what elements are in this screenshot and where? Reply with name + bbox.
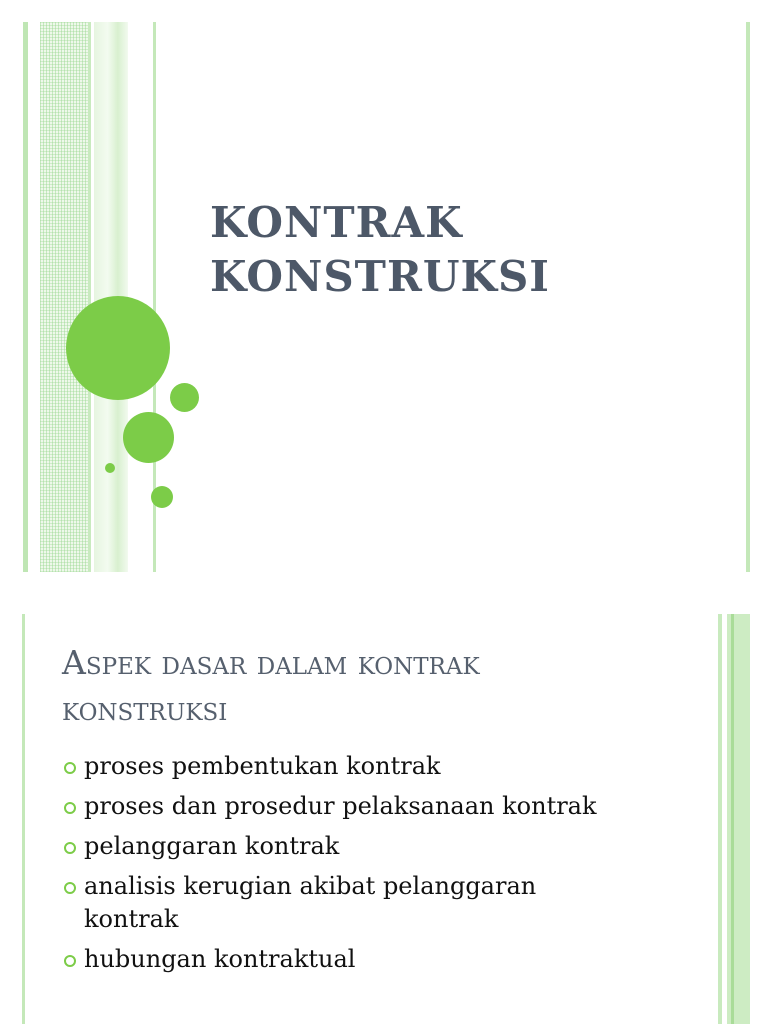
decorative-circle [105, 463, 115, 473]
list-item [62, 790, 644, 823]
decorative-stripe [718, 614, 722, 1024]
list-item [62, 750, 644, 783]
heading-line: Aspek dasar dalam kontrak [62, 643, 480, 682]
title-line: KONSTRUKSI [210, 252, 550, 301]
decorative-circle [170, 383, 199, 412]
decorative-stripe [88, 22, 91, 572]
bullet-circle-icon [64, 762, 76, 774]
bullet-text: pelanggaran kontrak [84, 832, 340, 860]
list-item [62, 943, 644, 976]
decorative-circle [151, 486, 173, 508]
bullet-circle-icon [64, 802, 76, 814]
decorative-stripe [23, 22, 28, 572]
list-item [62, 870, 594, 936]
title-line: KONTRAK [210, 198, 463, 247]
list-item [62, 830, 644, 863]
bullet-text: hubungan kontraktual [84, 945, 356, 973]
decorative-circle [66, 296, 170, 400]
decorative-stripe [727, 614, 750, 1024]
bullet-text: proses pembentukan kontrak [84, 752, 441, 780]
slide-heading [62, 640, 480, 732]
bullet-circle-icon [64, 842, 76, 854]
bullet-text: proses dan prosedur pelaksanaan kontrak [84, 792, 597, 820]
decorative-stripe [746, 22, 750, 572]
bullet-circle-icon [64, 882, 76, 894]
decorative-circle [123, 412, 174, 463]
bullet-list [62, 750, 644, 983]
slide-title [210, 196, 550, 304]
decorative-grid-stripe [40, 22, 88, 572]
bullet-circle-icon [64, 955, 76, 967]
bullet-text: analisis kerugian akibat pelanggaran kontrak [84, 872, 537, 933]
heading-line: konstruksi [62, 689, 228, 728]
decorative-stripe [22, 614, 25, 1024]
